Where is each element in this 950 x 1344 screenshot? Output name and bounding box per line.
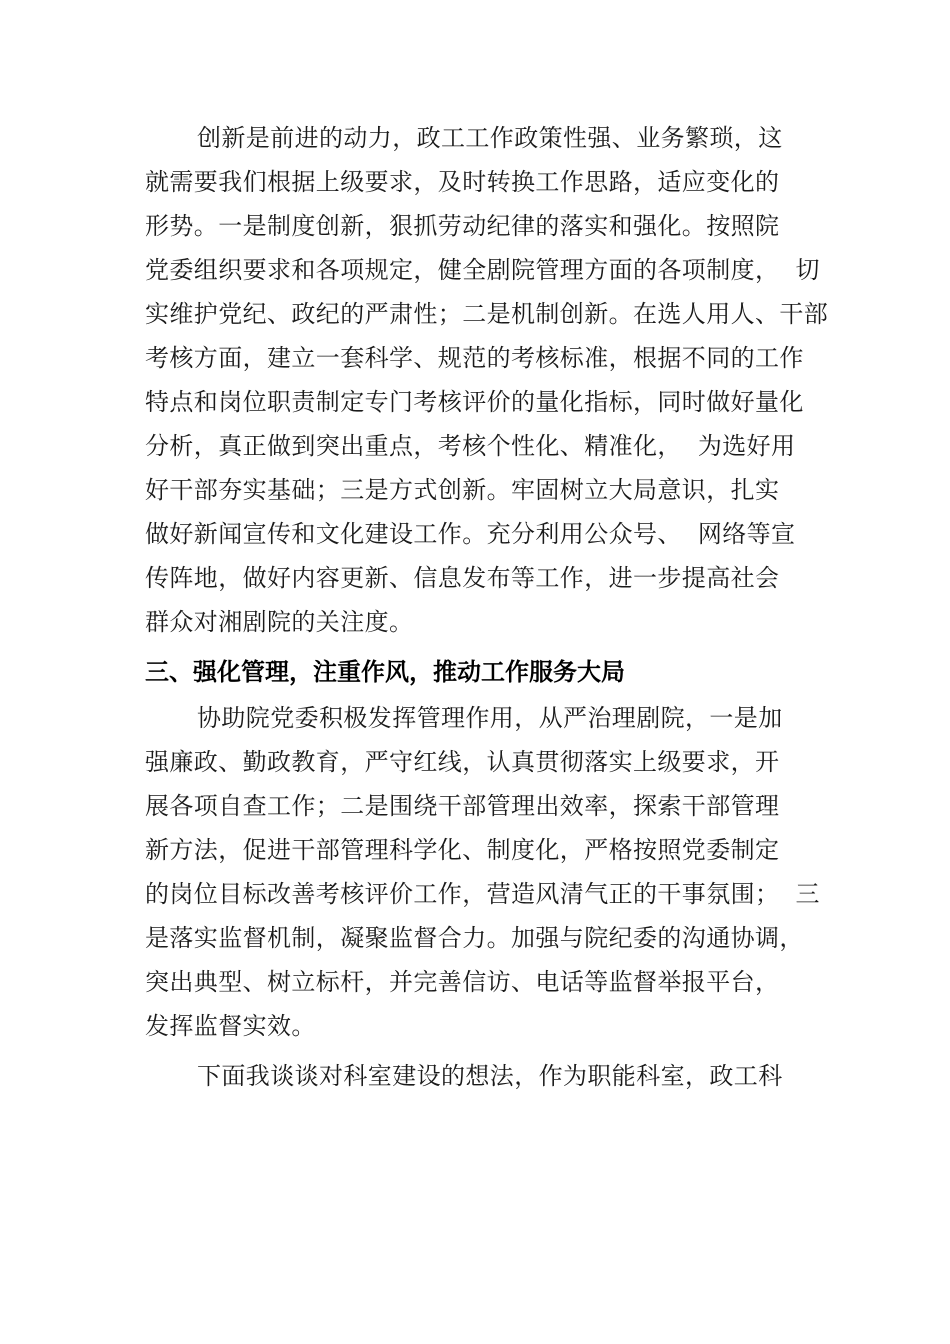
text-line: 展各项自查工作；二是围绕干部管理出效率，探索干部管理 — [145, 792, 780, 820]
text-line: 下面我谈谈对科室建设的想法，作为职能科室，政工科 — [197, 1062, 783, 1090]
text-line: 群众对湘剧院的关注度。 — [145, 608, 414, 636]
text-line: 分析，真正做到突出重点，考核个性化、精准化， 为选好用 — [145, 432, 796, 460]
section-heading: 三、强化管理，注重作风，推动工作服务大局 — [145, 658, 625, 686]
paragraph-1 — [145, 116, 829, 644]
text-line: 特点和岗位职责制定专门考核评价的量化指标，同时做好量化 — [145, 388, 804, 416]
paragraph-2 — [145, 696, 820, 1048]
text-line: 党委组织要求和各项规定，健全剧院管理方面的各项制度， 切 — [145, 256, 820, 284]
text-line: 的岗位目标改善考核评价工作，营造风清气正的干事氛围； 三 — [145, 880, 820, 908]
text-line: 发挥监督实效。 — [145, 1012, 316, 1040]
text-line: 新方法，促进干部管理科学化、制度化，严格按照党委制定 — [145, 836, 780, 864]
document-body — [145, 116, 829, 1098]
text-line: 强廉政、勤政教育，严守红线，认真贯彻落实上级要求，开 — [145, 748, 780, 776]
text-line: 传阵地，做好内容更新、信息发布等工作，进一步提高社会 — [145, 564, 780, 592]
text-line: 好干部夯实基础；三是方式创新。牢固树立大局意识，扎实 — [145, 476, 780, 504]
text-line: 协助院党委积极发挥管理作用，从严治理剧院，一是加 — [197, 704, 783, 732]
paragraph-3 — [145, 1054, 810, 1098]
text-line: 做好新闻宣传和文化建设工作。充分利用公众号、 网络等宣 — [145, 520, 796, 548]
text-line: 形势。一是制度创新，狠抓劳动纪律的落实和强化。按照院 — [145, 212, 780, 240]
text-line: 考核方面，建立一套科学、规范的考核标准，根据不同的工作 — [145, 344, 804, 372]
text-line: 创新是前进的动力，政工工作政策性强、业务繁琐，这 — [197, 124, 783, 152]
text-line: 是落实监督机制，凝聚监督合力。加强与院纪委的沟通协调， — [145, 924, 804, 952]
text-line: 突出典型、树立标杆，并完善信访、电话等监督举报平台， — [145, 968, 780, 996]
text-line: 实维护党纪、政纪的严肃性；二是机制创新。在选人用人、干部 — [145, 300, 829, 328]
text-line: 就需要我们根据上级要求，及时转换工作思路，适应变化的 — [145, 168, 780, 196]
